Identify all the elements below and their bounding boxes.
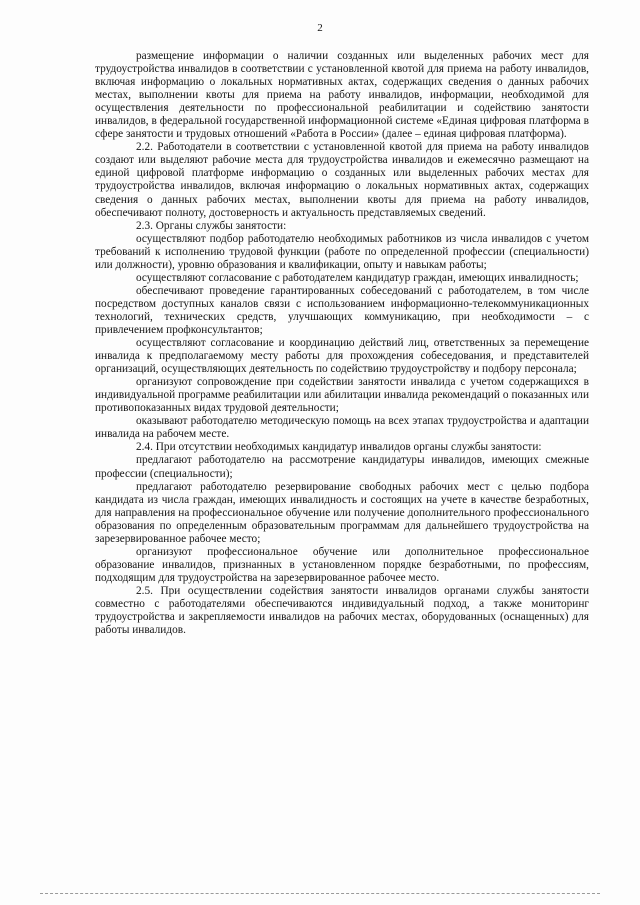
paragraph-approval: осуществляют согласование с работодателем кандидатур граждан, имеющих инвалидность;	[136, 271, 579, 284]
paragraph-2-5-monitoring: 2.5. При осуществлении содействия занятости инвалидов органами службы занятости совместно с работодателями обеспечиваются индивидуальный подход, а также мониторинг трудоустройства и закрепляемости инвалидов на рабочих местах, оборудованных (оснащенных) для работы инвалидов.	[95, 584, 589, 637]
paragraph-selection: осуществляют подбор работодателю необходимых работников из числа инвалидов с учетом требований к исполнению трудовой функции (работе по определенной профессии (специальности) или должности), уровню образования и квалификации, опыту и навыкам работы;	[95, 232, 589, 271]
paragraph-placement-info: размещение информации о наличии созданных или выделенных рабочих мест для трудоустройства инвалидов в соответствии с установленной квотой для приема на работу инвалидов, включая информацию о локальных нормативных актах, содержащих сведения о данных рабочих местах, выполнении квоты для приема на работу инвалидов, информации, необходимой для осуществления деятельности по профессиональной реабилитации и содействию занятости инвалидов, в федеральной государственной информационной системе «Единая цифровая платформа в сфере занятости и трудовых отношений «Работа в России» (далее – единая цифровая платформа).	[95, 50, 589, 141]
paragraph-2-2-employers: 2.2. Работодатели в соответствии с установленной квотой для приема на работу инвалидов создают или выделяют рабочие места для трудоустройства инвалидов и ежемесячно размещают на единой цифровой платформе информацию о созданных или выделенных рабочих местах для трудоустройства инвалидов, включая информацию о локальных нормативных актах, содержащих сведения о данных рабочих местах, выполнении квоты для приема на работу инвалидов, обеспечивают полноту, достоверность и актуальность представляемых сведений.	[95, 141, 589, 219]
paragraph-2-4-heading: 2.4. При отсутствии необходимых кандидатур инвалидов органы службы занятости:	[136, 441, 542, 454]
paragraph-coordination: осуществляют согласование и координацию действий лиц, ответственных за перемещение инвалида к предполагаемому месту работы для прохождения собеседования, и представителей организаций, осуществляющих деятельность по содействию трудоустройству и подбору персонала;	[95, 337, 589, 376]
scan-edge-line	[40, 893, 600, 894]
paragraph-interviews: обеспечивают проведение гарантированных собеседований с работодателем, в том числе посредством доступных каналов связи с использованием информационно-телекоммуникационных технологий, технических средств, улучшающих коммуникацию, при необходимости – с привлечением профконсультантов;	[95, 284, 589, 336]
paragraph-2-3-heading: 2.3. Органы службы занятости:	[136, 219, 287, 232]
paragraph-methodical-help: оказывают работодателю методическую помощь на всех этапах трудоустройства и адаптации инвалида на рабочем месте.	[95, 415, 589, 441]
paragraph-reservation: предлагают работодателю резервирование свободных рабочих мест с целью подбора кандидата из числа граждан, имеющих инвалидность и состоящих на учете в качестве безработных, для направления на профессиональное обучение или получение дополнительного профессионального образования по определенным образовательным программам для дальнейшего трудоустройства на зарезервированное рабочее место;	[95, 480, 589, 545]
paragraph-related-professions: предлагают работодателю на рассмотрение кандидатуры инвалидов, имеющих смежные профессии (специальности);	[95, 454, 589, 480]
page-number: 2	[317, 22, 323, 34]
paragraph-support: организуют сопровождение при содействии занятости инвалида с учетом содержащихся в индивидуальной программе реабилитации или абилитации инвалида рекомендаций о показанных или противопоказанных видах трудовой деятельности;	[95, 376, 589, 415]
document-body	[95, 50, 589, 637]
paragraph-training: организуют профессиональное обучение или дополнительное профессиональное образование инвалидов, признанных в установленном порядке безработными, по профессиям, подходящим для трудоустройства на зарезервированное рабочее место.	[95, 545, 589, 584]
